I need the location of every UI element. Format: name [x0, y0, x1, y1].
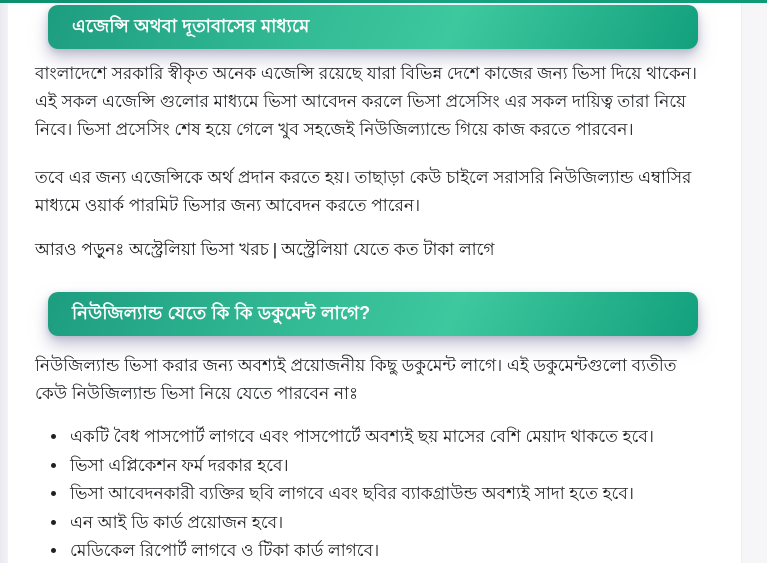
section-heading-agency — [48, 5, 698, 49]
paragraph-documents-intro: নিউজিল্যান্ড ভিসা করার জন্য অবশ্যই প্রয়োজনীয় কিছু ডকুমেন্ট লাগে। এই ডকুমেন্টগুলো ব্যতীত কেউ নিউজিল্যান্ড ভিসা নিয়ে যেতে পারবেন নাঃ — [35, 356, 677, 403]
documents-list — [35, 423, 713, 566]
read-more-link-visa-cost[interactable]: অস্ট্রেলিয়া ভিসা খরচ — [129, 240, 269, 259]
list-item: • মেডিকেল রিপোর্ট লাগবে ও টিকা কার্ড লাগবে। — [68, 537, 713, 566]
list-item: • একটি বৈধ পাসপোর্ট লাগবে এবং পাসপোর্টে অবশ্যই ছয় মাসের বেশি মেয়াদ থাকতে হবে। — [68, 423, 713, 452]
section-heading-agency-label: এজেন্সি অথবা দূতাবাসের মাধ্যমে — [72, 15, 310, 36]
page-left-margin — [0, 3, 8, 563]
article-content — [8, 3, 742, 566]
read-more-line — [35, 236, 713, 264]
paragraph-agency-1: বাংলাদেশে সরকারি স্বীকৃত অনেক এজেন্সি রয়েছে যারা বিভিন্ন দেশে কাজের জন্য ভিসা দিয়ে থাকেন।এই সকল এজেন্সি গুলোর মাধ্যমে ভিসা আবেদন করলে ভিসা প্রসেসিং এর সকল দায়িত্ব তারা নিয়ে নিবে। ভিসা প্রসেসিং শেষ হয়ে গেলে খুব সহজেই নিউজিল্যান্ডে গিয়ে কাজ করতে পারবেন। — [35, 64, 697, 139]
paragraph-agency-2: তবে এর জন্য এজেন্সিকে অর্থ প্রদান করতে হয়। তাছাড়া কেউ চাইলে সরাসরি নিউজিল্যান্ড এম্বাসির মাধ্যমে ওয়ার্ক পারমিট ভিসার জন্য আবেদন করতে পারেন। — [35, 168, 692, 215]
read-more-link-travel-cost[interactable]: অস্ট্রেলিয়া যেতে কত টাকা লাগে — [281, 240, 495, 259]
list-item: • ভিসা এপ্লিকেশন ফর্ম দরকার হবে। — [68, 452, 713, 481]
list-item: • এন আই ডি কার্ড প্রয়োজন হবে। — [68, 509, 713, 538]
top-progress-bar — [0, 0, 767, 3]
section-heading-documents — [48, 292, 698, 336]
section-heading-documents-label: নিউজিল্যান্ড যেতে কি কি ডকুমেন্ট লাগে? — [72, 302, 371, 323]
article-body — [35, 60, 713, 264]
scrollbar[interactable] — [741, 3, 767, 563]
read-more-prefix: আরও পড়ুনঃ — [35, 240, 130, 259]
list-item: • ভিসা আবেদনকারী ব্যক্তির ছবি লাগবে এবং ছবির ব্যাকগ্রাউন্ড অবশ্যই সাদা হতে হবে। — [68, 480, 713, 509]
article-body-2 — [35, 352, 713, 566]
read-more-separator: | — [272, 240, 278, 259]
